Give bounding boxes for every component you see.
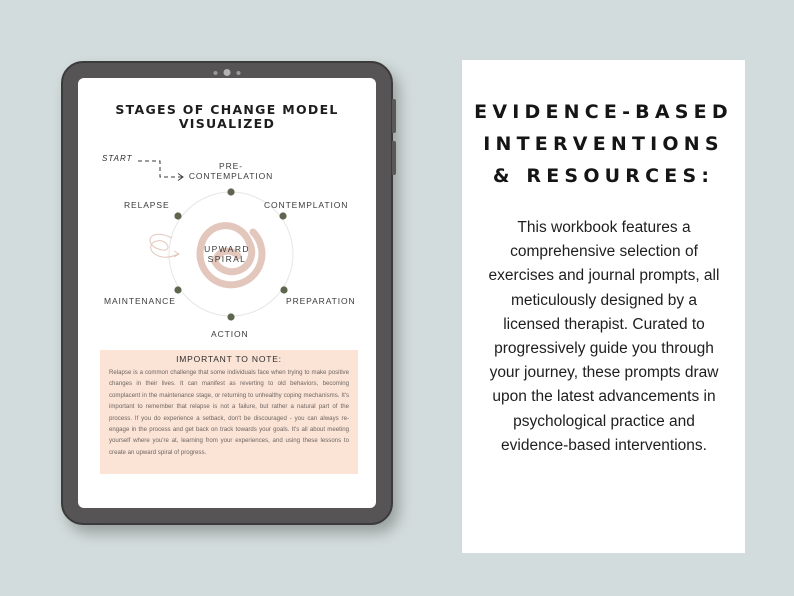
note-body: Relapse is a common challenge that some individuals face when trying to make positive changes in their lives. It can manifest as reverting to old behaviors, becoming complacent in the maintenance stage, or returning to unhealthy coping mechanisms. It's important to remember that relapse is not a failure, but rather a natural part of the process. If you do experience a setback, don't be discouraged - you can always re-engage in the process and get back on track towards your goals. It's all about meeting yourself where you're at, learning from your experiences, and using these lessons to create an upward spiral of progress.: [109, 369, 349, 456]
stages-diagram: [78, 78, 376, 358]
center-label-line: UPWARD: [204, 244, 250, 254]
tablet-side-button: [392, 99, 396, 133]
tablet-mockup: [61, 61, 393, 525]
stage-label-line: CONTEMPLATION: [188, 171, 274, 181]
spiral-center-label: [195, 244, 259, 264]
card-body: This workbook features a comprehensive selection of exercises and journal prompts, all meticulously designed by a licensed therapist. Curated to progressively guide you through your journey, these prompts draw upon the latest advancements in psychological practice and evidence-based interventions.: [488, 219, 720, 454]
stage-label-maintenance: MAINTENANCE: [104, 296, 176, 306]
relapse-loop-arrow-head: [174, 251, 179, 257]
tablet-side-button: [392, 141, 396, 175]
stage-label-preparation: PREPARATION: [286, 296, 356, 306]
card-heading-line: INTERVENTIONS: [483, 133, 724, 155]
stage-label-contemplation: CONTEMPLATION: [264, 200, 349, 210]
stage-label-line: PRE-: [219, 161, 243, 171]
stage-dot-relapse: [174, 212, 181, 219]
start-arrow: [138, 161, 182, 177]
camera-dot: [237, 71, 241, 75]
stage-dot-precontemplation: [227, 188, 234, 195]
card-heading-line: EVIDENCE-BASED: [474, 101, 733, 123]
card-heading: [462, 96, 745, 192]
document-title-line: STAGES OF CHANGE MODEL: [115, 102, 339, 117]
stage-dot-preparation: [280, 286, 287, 293]
important-note-box: [100, 350, 358, 474]
stage-label-precontemplation: [188, 161, 274, 181]
info-card: [462, 60, 745, 553]
document-title-line: VISUALIZED: [178, 116, 276, 131]
center-label-line: SPIRAL: [207, 254, 247, 264]
stage-label-relapse: RELAPSE: [124, 200, 170, 210]
stage-dot-action: [227, 313, 234, 320]
tablet-camera: [214, 69, 241, 76]
camera-dot: [214, 71, 218, 75]
tablet-screen: [78, 78, 376, 508]
stage-dot-maintenance: [174, 286, 181, 293]
stage-label-action: ACTION: [211, 329, 249, 339]
start-label: START: [102, 154, 133, 163]
camera-lens: [224, 69, 231, 76]
card-heading-line: & RESOURCES:: [492, 165, 715, 187]
stage-dot-contemplation: [279, 212, 286, 219]
relapse-loop-arrow: [150, 234, 178, 257]
note-title: IMPORTANT TO NOTE:: [176, 354, 282, 364]
